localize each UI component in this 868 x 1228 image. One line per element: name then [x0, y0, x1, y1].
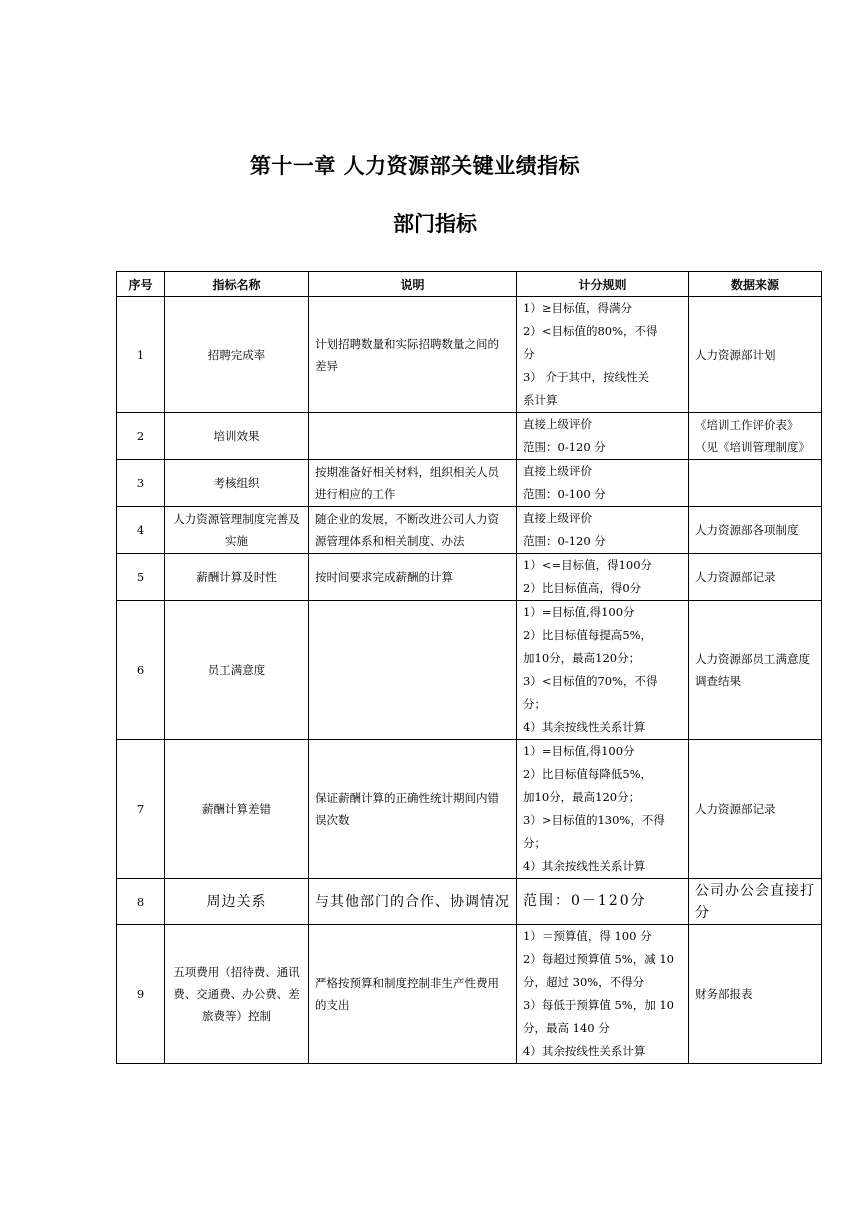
indicator-name: 考核组织 [165, 460, 309, 507]
rule-line: 1）=目标值,得100分 [523, 605, 635, 619]
rule-line: 2）<目标值的80%，不得 [523, 324, 658, 338]
header-description: 说明 [309, 272, 517, 297]
table-row [117, 460, 822, 507]
indicator-name: 薪酬计算及时性 [165, 554, 309, 601]
data-source: 人力资源部记录 [689, 554, 822, 601]
rule-line: 分，超过 30%，不得分 [523, 975, 645, 989]
rule-line: 分，最高 140 分 [523, 1021, 610, 1035]
row-no: 4 [117, 507, 165, 554]
table-row [117, 507, 822, 554]
data-source: 人力资源部员工满意度调查结果 [689, 601, 822, 740]
indicator-description: 严格按预算和制度控制非生产性费用的支出 [309, 925, 517, 1064]
rule-line: 范围：0-120 分 [523, 534, 606, 548]
scoring-rules [517, 601, 689, 740]
data-source: 人力资源部计划 [689, 297, 822, 413]
rule-line: 分； [523, 836, 546, 850]
scoring-rules [517, 507, 689, 554]
indicator-description: 计划招聘数量和实际招聘数量之间的差异 [309, 297, 517, 413]
scoring-rules [517, 925, 689, 1064]
rule-line: 系计算 [523, 393, 558, 407]
rule-line: 加10分，最高120分； [523, 790, 641, 804]
rule-line: 分； [523, 697, 546, 711]
rule-line: 3） 介于其中，按线性关 [523, 370, 649, 384]
scoring-rules [517, 413, 689, 460]
rule-line: 2）比目标值每降低5%， [523, 767, 653, 781]
scoring-rules [517, 554, 689, 601]
row-no: 9 [117, 925, 165, 1064]
scoring-rules [517, 297, 689, 413]
scoring-rules [517, 879, 689, 925]
rule-line: 1）≥目标值，得满分 [523, 301, 632, 315]
indicator-description: 按时间要求完成薪酬的计算 [309, 554, 517, 601]
rule-line: 直接上级评价 [523, 464, 592, 478]
data-source: 人力资源部各项制度 [689, 507, 822, 554]
data-source: 《培训工作评价表》（见《培训管理制度》 [689, 413, 822, 460]
kpi-table [116, 271, 822, 1064]
data-source: 人力资源部记录 [689, 740, 822, 879]
rule-line: 直接上级评价 [523, 417, 592, 431]
rule-line: 分 [523, 347, 535, 361]
header-rules: 计分规则 [517, 272, 689, 297]
row-no: 1 [117, 297, 165, 413]
indicator-description: 随企业的发展，不断改进公司人力资源管理体系和相关制度、办法 [309, 507, 517, 554]
table-row [117, 601, 822, 740]
rule-line: 范围：0－120分 [523, 893, 647, 909]
indicator-name: 培训效果 [165, 413, 309, 460]
rule-line: 加10分，最高120分； [523, 651, 641, 665]
chapter-title: 第十一章 人力资源部关键业绩指标 [249, 154, 581, 178]
row-no: 3 [117, 460, 165, 507]
indicator-name: 周边关系 [165, 879, 309, 925]
scoring-rules [517, 740, 689, 879]
rule-line: 1）＝预算值，得 100 分 [523, 929, 652, 943]
table-row [117, 297, 822, 413]
rule-line: 3）>目标值的130%，不得 [523, 813, 665, 827]
row-no: 2 [117, 413, 165, 460]
data-source: 财务部报表 [689, 925, 822, 1064]
indicator-description: 按期准备好相关材料，组织相关人员进行相应的工作 [309, 460, 517, 507]
table-header-row [117, 272, 822, 297]
rule-line: 范围：0-120 分 [523, 440, 606, 454]
row-no: 7 [117, 740, 165, 879]
row-no: 8 [117, 879, 165, 925]
scoring-rules [517, 460, 689, 507]
indicator-name: 五项费用（招待费、通讯费、交通费、办公费、差旅费等）控制 [165, 925, 309, 1064]
rule-line: 直接上级评价 [523, 511, 592, 525]
rule-line: 1）=目标值,得100分 [523, 744, 635, 758]
indicator-name: 招聘完成率 [165, 297, 309, 413]
data-source: 公司办公会直接打分 [689, 879, 822, 925]
indicator-description [309, 601, 517, 740]
rule-line: 2）每超过预算值 5%，减 10 [523, 952, 675, 966]
table-row [117, 740, 822, 879]
rule-line: 4）其余按线性关系计算 [523, 720, 646, 734]
indicator-name: 员工满意度 [165, 601, 309, 740]
rule-line: 2）比目标值高，得0分 [523, 581, 642, 595]
header-no: 序号 [117, 272, 165, 297]
header-source: 数据来源 [689, 272, 822, 297]
table-body [117, 297, 822, 1064]
table-row [117, 554, 822, 601]
table-row [117, 413, 822, 460]
section-title: 部门指标 [393, 212, 477, 236]
rule-line: 3）每低于预算值 5%，加 10 [523, 998, 675, 1012]
indicator-name: 人力资源管理制度完善及实施 [165, 507, 309, 554]
row-no: 5 [117, 554, 165, 601]
table-row [117, 879, 822, 925]
indicator-description: 与其他部门的合作、协调情况 [309, 879, 517, 925]
row-no: 6 [117, 601, 165, 740]
rule-line: 1）<=目标值，得100分 [523, 558, 653, 572]
rule-line: 4）其余按线性关系计算 [523, 859, 646, 873]
rule-line: 范围：0-100 分 [523, 487, 606, 501]
rule-line: 3）<目标值的70%，不得 [523, 674, 658, 688]
rule-line: 4）其余按线性关系计算 [523, 1044, 646, 1058]
indicator-description: 保证薪酬计算的正确性统计期间内错误次数 [309, 740, 517, 879]
header-name: 指标名称 [165, 272, 309, 297]
rule-line: 2）比目标值每提高5%， [523, 628, 653, 642]
data-source [689, 460, 822, 507]
indicator-name: 薪酬计算差错 [165, 740, 309, 879]
table-row [117, 925, 822, 1064]
indicator-description [309, 413, 517, 460]
